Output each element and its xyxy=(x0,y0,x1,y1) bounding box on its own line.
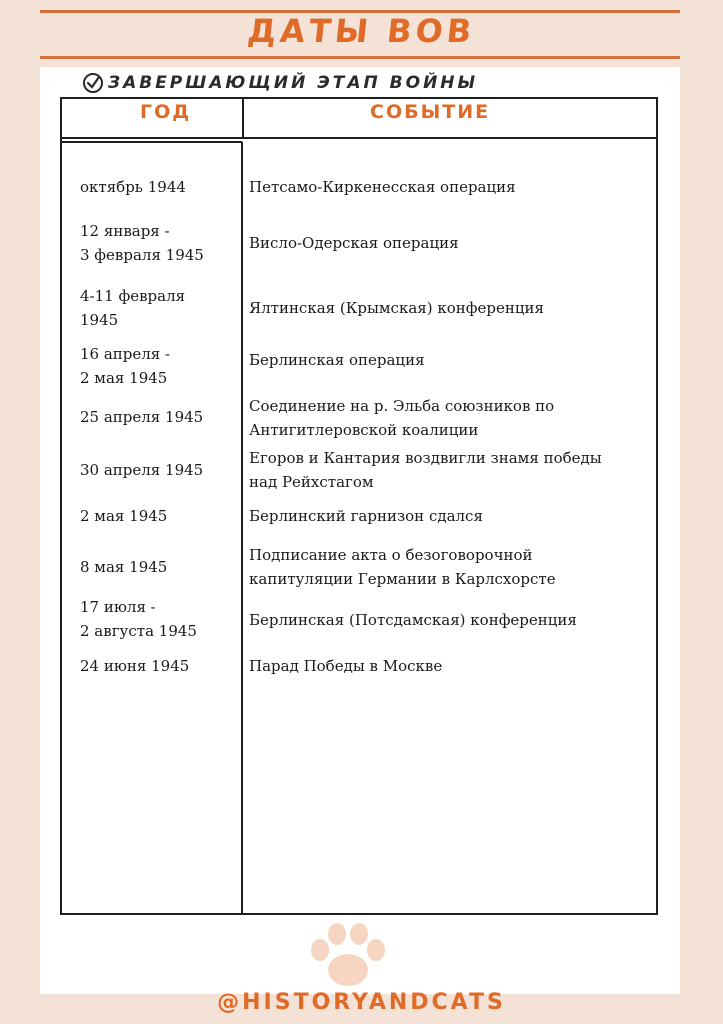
column-header-event: СОБЫТИЕ xyxy=(370,101,491,123)
event-cell: Подписание акта о безоговорочной капитуляции Германии в Карлсхорсте xyxy=(249,546,556,588)
year-cell: 16 апреля - 2 мая 1945 xyxy=(80,345,171,387)
check-circle-icon xyxy=(82,72,104,94)
year-cell: 24 июня 1945 xyxy=(80,657,190,675)
event-cell: Берлинский гарнизон сдался xyxy=(249,507,483,525)
footer-handle: @HISTORYANDCATS xyxy=(217,990,506,1015)
event-cell: Парад Победы в Москве xyxy=(249,657,443,675)
event-cell: Берлинская операция xyxy=(249,351,425,369)
table-header xyxy=(60,97,658,139)
section-subtitle xyxy=(82,70,478,96)
event-cell: Висло-Одерская операция xyxy=(249,234,459,252)
title-underline xyxy=(40,56,680,59)
event-cell: Егоров и Кантария воздвигли знамя победы над Рейхстагом xyxy=(249,449,602,491)
event-cell: Ялтинская (Крымская) конференция xyxy=(249,299,544,317)
event-cell: Соединение на р. Эльба союзников по Антигитлеровской коалиции xyxy=(249,397,555,439)
year-cell: 30 апреля 1945 xyxy=(80,461,204,479)
event-cell: Берлинская (Потсдамская) конференция xyxy=(249,611,577,629)
subtitle-text: ЗАВЕРШАЮЩИЙ ЭТАП ВОЙНЫ xyxy=(108,73,479,93)
page-title: ДАТЫ ВОВ xyxy=(245,12,478,50)
year-cell: 4-11 февраля 1945 xyxy=(80,287,186,329)
year-cell: 8 мая 1945 xyxy=(80,558,168,576)
year-cell: 2 мая 1945 xyxy=(80,507,168,525)
header-divider xyxy=(242,97,244,139)
column-header-year: ГОД xyxy=(140,101,192,123)
year-cell: 17 июля - 2 августа 1945 xyxy=(80,598,197,640)
year-cell: 25 апреля 1945 xyxy=(80,408,204,426)
year-cell: 12 января - 3 февраля 1945 xyxy=(80,222,204,264)
event-cell: Петсамо-Киркенесская операция xyxy=(249,178,516,196)
paw-icon xyxy=(303,920,393,990)
year-cell: октябрь 1944 xyxy=(80,178,186,196)
